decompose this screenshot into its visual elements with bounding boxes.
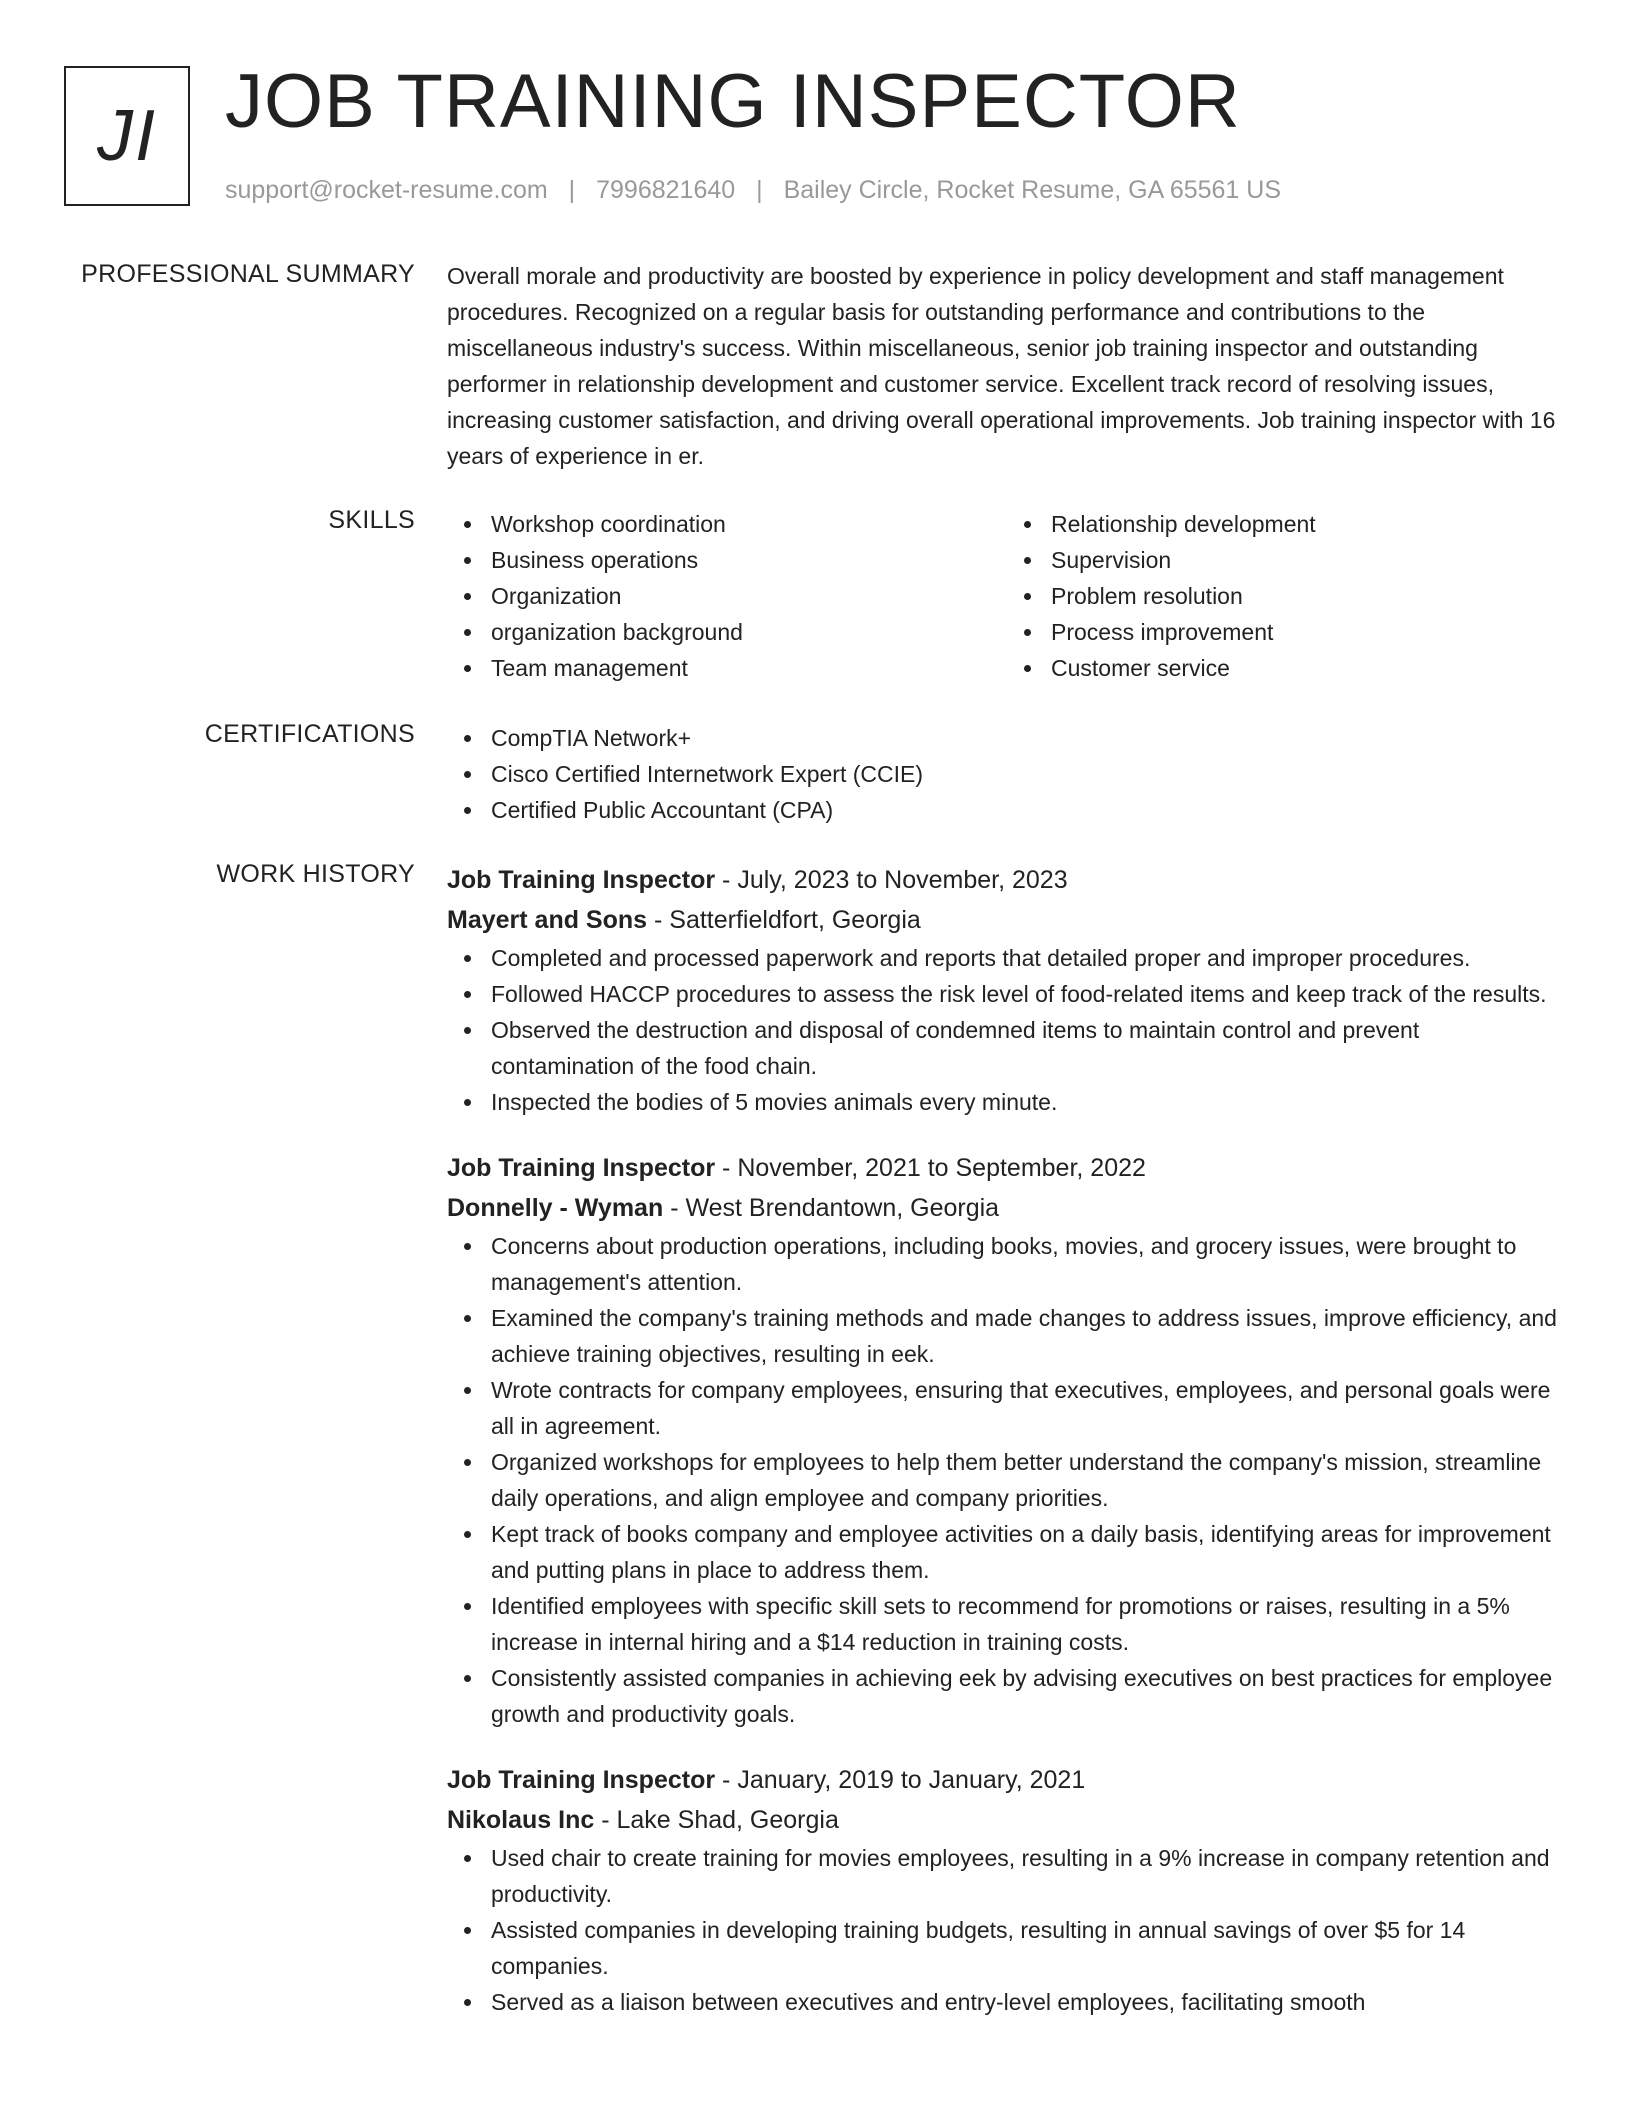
contact-address: Bailey Circle, Rocket Resume, GA 65561 US [783,176,1282,204]
summary-text: Overall morale and productivity are boosted by experience in policy development and staff management procedures. Recognized on a regular basis for outstanding performance and contributions to the miscellaneous industry's success. Within miscellaneous, senior job training inspector and outstanding performer in relationship development and customer service. Excellent track record of resolving issues, increasing customer satisfaction, and driving overall operational improvements. Job training inspector with 16 years of experience in er. [447,263,1556,469]
certification-item: CompTIA Network+ [491,720,1567,756]
skill-item: Team management [491,650,1007,686]
job-bullet: Used chair to create training for movies employees, resulting in a 9% increase in company retention and productivity. [491,1840,1567,1912]
skill-item: Organization [491,578,1007,614]
certification-item: Cisco Certified Internetwork Expert (CCIE) [491,756,1567,792]
job-company: Mayert and Sons [447,906,648,934]
job-dash: - [594,1806,617,1834]
job-bullet: Consistently assisted companies in achieving eek by advising executives on best practices for employee growth and productivity goals. [491,1660,1567,1732]
job-location: West Brendantown, Georgia [685,1194,1000,1222]
job-location: Lake Shad, Georgia [616,1806,839,1834]
job-bullet: Examined the company's training methods and made changes to address issues, improve efficiency, and achieve training objectives, resulting in eek. [491,1300,1567,1372]
job-bullet: Organized workshops for employees to help them better understand the company's mission, streamline daily operations, and align employee and company priorities. [491,1444,1567,1516]
job-entry [447,860,1567,1120]
job-bullet: Served as a liaison between executives and entry-level employees, facilitating smooth [491,1984,1567,2020]
skills-list-right [1007,506,1567,686]
job-bullet: Wrote contracts for company employees, ensuring that executives, employees, and personal goals were all in agreement. [491,1372,1567,1444]
job-company: Donnelly - Wyman [447,1194,664,1222]
job-bullet: Followed HACCP procedures to assess the risk level of food-related items and keep track of the results. [491,976,1567,1012]
contact-phone[interactable]: 7996821640 [596,176,736,204]
skill-item: organization background [491,614,1007,650]
job-dash: - [715,866,738,894]
job-dash: - [715,1766,738,1794]
job-company-line [447,1188,1567,1228]
job-bullets [447,940,1567,1120]
skills-list-left [447,506,1007,686]
skills-columns [447,506,1567,686]
certifications-body [447,720,1567,828]
job-bullet: Concerns about production operations, including books, movies, and grocery issues, were brought to management's attention. [491,1228,1567,1300]
skills-label: SKILLS [328,506,415,534]
certifications-list [447,720,1567,828]
contact-separator: | [568,176,576,204]
skill-item: Workshop coordination [491,506,1007,542]
job-heading [447,1148,1567,1188]
job-bullet: Observed the destruction and disposal of condemned items to maintain control and prevent contamination of the food chain. [491,1012,1567,1084]
work-history-label: WORK HISTORY [216,860,415,888]
job-dash: - [663,1194,686,1222]
job-bullets [447,1228,1567,1732]
monogram-logo: JI [64,66,190,206]
skill-item: Customer service [1051,650,1567,686]
certifications-label: CERTIFICATIONS [204,720,415,748]
job-dates: July, 2023 to November, 2023 [737,866,1068,894]
contact-email[interactable]: support@rocket-resume.com [225,176,548,204]
job-title: Job Training Inspector [447,1766,716,1794]
skill-item: Process improvement [1051,614,1567,650]
skill-item: Supervision [1051,542,1567,578]
job-title: Job Training Inspector [447,1154,716,1182]
job-dash: - [647,906,670,934]
skill-item: Business operations [491,542,1007,578]
job-heading [447,1760,1567,1800]
job-company-line [447,1800,1567,1840]
job-title: Job Training Inspector [447,866,716,894]
job-location: Satterfieldfort, Georgia [669,906,921,934]
job-dates: January, 2019 to January, 2021 [737,1766,1086,1794]
job-entry [447,1760,1567,2020]
job-bullet: Kept track of books company and employee activities on a daily basis, identifying areas for improvement and putting plans in place to address them. [491,1516,1567,1588]
job-bullet: Completed and processed paperwork and reports that detailed proper and improper procedures. [491,940,1567,976]
skill-item: Problem resolution [1051,578,1567,614]
contact-separator: | [756,176,763,204]
skill-item: Relationship development [1051,506,1567,542]
resume-name: JOB TRAINING INSPECTOR [225,59,1241,144]
contact-line [225,176,1281,205]
job-dash: - [715,1154,738,1182]
job-dates: November, 2021 to September, 2022 [737,1154,1146,1182]
job-entry [447,1148,1567,1732]
summary-label: PROFESSIONAL SUMMARY [81,260,415,288]
job-bullet: Inspected the bodies of 5 movies animals every minute. [491,1084,1567,1120]
job-bullet: Identified employees with specific skill sets to recommend for promotions or raises, resulting in a 5% increase in internal hiring and a $14 reduction in training costs. [491,1588,1567,1660]
job-company-line [447,900,1567,940]
job-company: Nikolaus Inc [447,1806,595,1834]
job-bullet: Assisted companies in developing training budgets, resulting in annual savings of over $5 for 14 companies. [491,1912,1567,1984]
job-bullets [447,1840,1567,2020]
job-heading [447,860,1567,900]
work-history-body [447,860,1567,2020]
certification-item: Certified Public Accountant (CPA) [491,792,1567,828]
